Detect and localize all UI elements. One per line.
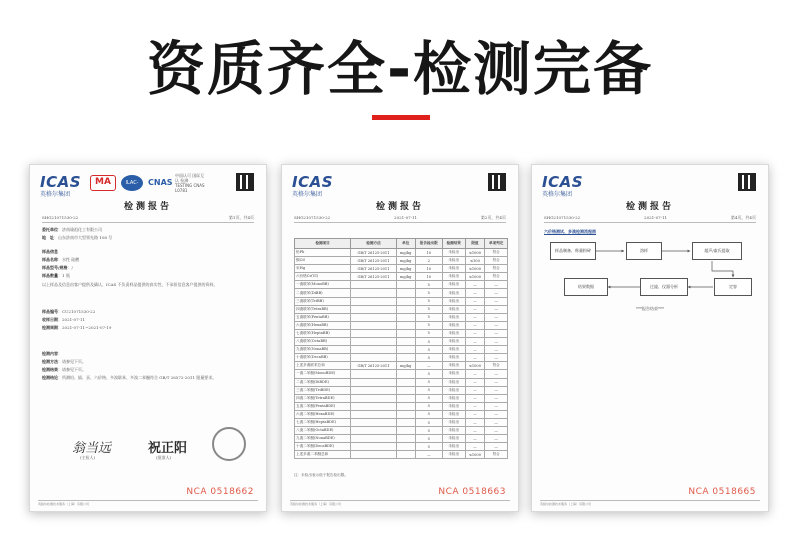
- table-row: [295, 354, 508, 362]
- table-row: [295, 402, 508, 410]
- table-cell: —: [465, 329, 485, 337]
- table-cell: —: [485, 410, 508, 418]
- table-cell: 未检出: [442, 289, 465, 297]
- table-cell: 三溴二苯醚(TriBDE): [295, 386, 351, 394]
- table-cell: 10: [415, 249, 442, 257]
- table-cell: [351, 321, 397, 329]
- table-cell: 未检出: [442, 354, 465, 362]
- table-cell: 四溴联苯(TetraBB): [295, 305, 351, 313]
- table-cell: —: [465, 370, 485, 378]
- table-cell: GB/T 26125-2011: [351, 257, 397, 265]
- footer-company: 英格尔检测技术服务（上海）有限公司: [540, 500, 760, 506]
- table-cell: 5: [415, 443, 442, 451]
- info-line: 收样日期：2021-07-11: [42, 317, 86, 322]
- divider: [42, 222, 254, 223]
- info-line: 检测结论：所测铅、镉、汞、六价铬、多溴联苯、多溴二苯醚符合 GB/T 26572-2011 限量要求。: [42, 375, 217, 380]
- table-row: [295, 435, 508, 443]
- table-cell: [396, 443, 415, 451]
- table-cell: ≤100: [465, 257, 485, 265]
- report-number: SHG21071530-22: [294, 215, 331, 220]
- table-cell: 5: [415, 305, 442, 313]
- table-cell: —: [485, 305, 508, 313]
- signature-inspector-caption: (主检人): [80, 455, 96, 460]
- footer-company: 英格尔检测技术服务（上海）有限公司: [290, 500, 510, 506]
- table-cell: 未检出: [442, 305, 465, 313]
- report-number: SHG21071530-22: [42, 215, 79, 220]
- table-cell: [351, 394, 397, 402]
- table-cell: 七溴二苯醚(HeptaBDE): [295, 418, 351, 426]
- table-cell: —: [485, 313, 508, 321]
- table-cell: 未检出: [442, 410, 465, 418]
- table-cell: —: [465, 435, 485, 443]
- table-cell: [396, 354, 415, 362]
- column-header: 检测方法: [351, 239, 397, 249]
- table-cell: 5: [415, 338, 442, 346]
- table-cell: —: [485, 289, 508, 297]
- document-title: 检测报告: [625, 202, 674, 212]
- info-line: 样品型号/规格：/: [42, 265, 73, 270]
- table-cell: 未检出: [442, 362, 465, 370]
- table-cell: 六溴二苯醚(HexaBDE): [295, 410, 351, 418]
- table-cell: 未检出: [442, 313, 465, 321]
- table-cell: 5: [415, 346, 442, 354]
- report-meta: [42, 215, 254, 221]
- table-row: [295, 313, 508, 321]
- table-cell: 上述多溴二苯醚总和: [295, 451, 351, 459]
- table-row: [295, 451, 508, 459]
- info-line: 检测内容：: [42, 351, 62, 356]
- official-seal: [212, 427, 246, 461]
- table-cell: 未检出: [442, 257, 465, 265]
- table-cell: 二溴二苯醚(DiBDE): [295, 378, 351, 386]
- table-cell: —: [465, 418, 485, 426]
- table-cell: 十溴二苯醚(DecaBDE): [295, 443, 351, 451]
- table-note: 注：未检出表示低于报告检出限。: [294, 473, 348, 477]
- table-cell: [396, 321, 415, 329]
- table-cell: 未检出: [442, 329, 465, 337]
- table-cell: —: [465, 297, 485, 305]
- table-row: [295, 321, 508, 329]
- table-cell: 五溴联苯(PentaBB): [295, 313, 351, 321]
- table-cell: ≤1000: [465, 451, 485, 459]
- table-cell: 5: [415, 435, 442, 443]
- info-line: 委托单位：济南瑜祖化工有限公司: [42, 227, 102, 232]
- table-cell: 三溴联苯(TriBB): [295, 297, 351, 305]
- table-cell: —: [465, 427, 485, 435]
- table-cell: —: [415, 362, 442, 370]
- table-cell: —: [485, 338, 508, 346]
- table-cell: —: [485, 321, 508, 329]
- logo-group-name: 英格尔集团: [292, 191, 323, 198]
- table-cell: 未检出: [442, 321, 465, 329]
- table-cell: 未检出: [442, 386, 465, 394]
- table-cell: 七溴联苯(HeptaBB): [295, 329, 351, 337]
- logo-text: ICAS: [542, 173, 584, 191]
- table-cell: —: [465, 378, 485, 386]
- report-date: 2021-07-11: [394, 215, 418, 220]
- cnas-mark-text: 中国认可 国际互认 检测 TESTING CNAS L0781: [175, 173, 205, 193]
- table-row: [295, 418, 508, 426]
- report-page-2: [281, 164, 519, 512]
- table-cell: —: [485, 329, 508, 337]
- info-line: 样品编号：CU21071530-22: [42, 309, 96, 314]
- flow-box-dissolve: 溶样: [626, 242, 662, 260]
- table-cell: —: [485, 297, 508, 305]
- table-cell: 未检出: [442, 346, 465, 354]
- table-cell: 符合: [485, 451, 508, 459]
- table-row: [295, 370, 508, 378]
- table-cell: [396, 451, 415, 459]
- table-cell: 符合: [485, 249, 508, 257]
- table-cell: 符合: [485, 273, 508, 281]
- table-cell: —: [485, 427, 508, 435]
- report-page-1: [29, 164, 267, 512]
- serial-number: NCA 0518665: [688, 487, 756, 497]
- table-cell: mg/kg: [396, 265, 415, 273]
- table-cell: —: [485, 435, 508, 443]
- signature-inspector: 翁当远: [72, 441, 112, 456]
- table-cell: 符合: [485, 257, 508, 265]
- table-cell: 5: [415, 418, 442, 426]
- table-cell: 一溴联苯(MonoBB): [295, 281, 351, 289]
- ma-mark: MA: [90, 175, 116, 191]
- table-cell: 未检出: [442, 378, 465, 386]
- column-header: 检测项目: [295, 239, 351, 249]
- table-row: [295, 281, 508, 289]
- table-cell: 一溴二苯醚(MonoBDE): [295, 370, 351, 378]
- table-row: [295, 249, 508, 257]
- cnas-mark: CNAS: [148, 178, 173, 187]
- table-cell: —: [415, 451, 442, 459]
- report-number: SHG21071530-22: [544, 215, 581, 220]
- table-cell: mg/kg: [396, 273, 415, 281]
- page-info: 第2页，共4页: [480, 215, 506, 220]
- table-cell: 10: [415, 273, 442, 281]
- table-cell: —: [465, 346, 485, 354]
- table-cell: 四溴二苯醚(TetraBDE): [295, 394, 351, 402]
- table-cell: 5: [415, 313, 442, 321]
- table-cell: [351, 427, 397, 435]
- table-cell: [351, 386, 397, 394]
- table-cell: [396, 418, 415, 426]
- document-title: 检测报告: [375, 202, 424, 212]
- table-cell: 未检出: [442, 281, 465, 289]
- logo-group-name: 英格尔集团: [40, 191, 71, 198]
- table-row: [295, 273, 508, 281]
- table-cell: 未检出: [442, 443, 465, 451]
- table-cell: ≤1000: [465, 273, 485, 281]
- table-cell: 5: [415, 289, 442, 297]
- table-cell: [351, 418, 397, 426]
- table-cell: 未检出: [442, 435, 465, 443]
- table-cell: 五溴二苯醚(PentaBDE): [295, 402, 351, 410]
- table-cell: [396, 378, 415, 386]
- table-cell: 九溴联苯(NonaBB): [295, 346, 351, 354]
- table-cell: [351, 410, 397, 418]
- table-cell: 未检出: [442, 370, 465, 378]
- table-cell: —: [485, 402, 508, 410]
- table-cell: 5: [415, 354, 442, 362]
- table-cell: 2: [415, 257, 442, 265]
- table-cell: mg/kg: [396, 362, 415, 370]
- table-row: [295, 386, 508, 394]
- table-cell: 八溴联苯(OctaBB): [295, 338, 351, 346]
- flow-box-results: 结果数据: [564, 278, 608, 296]
- table-cell: —: [485, 386, 508, 394]
- table-cell: [351, 443, 397, 451]
- table-cell: [351, 313, 397, 321]
- table-cell: 汞Hg: [295, 265, 351, 273]
- logo-text: ICAS: [40, 173, 82, 191]
- info-line: 地 址：山东济南市大型领先路 108 号: [42, 235, 113, 240]
- table-cell: —: [465, 289, 485, 297]
- info-line: 样品名称：水性 硅酸: [42, 257, 80, 262]
- icas-logo: [40, 173, 81, 198]
- table-row: [295, 427, 508, 435]
- table-cell: [396, 410, 415, 418]
- table-cell: 二溴联苯(DiBB): [295, 289, 351, 297]
- table-cell: —: [465, 338, 485, 346]
- table-row: [295, 378, 508, 386]
- table-cell: 未检出: [442, 338, 465, 346]
- table-cell: 符合: [485, 362, 508, 370]
- table-cell: 未检出: [442, 249, 465, 257]
- logo-group-name: 英格尔集团: [542, 191, 573, 198]
- table-row: [295, 265, 508, 273]
- serial-number: NCA 0518662: [186, 487, 254, 497]
- column-header: 单位: [396, 239, 415, 249]
- table-cell: 5: [415, 370, 442, 378]
- hero-underline: [372, 115, 430, 120]
- table-cell: [396, 329, 415, 337]
- table-cell: 5: [415, 410, 442, 418]
- table-cell: [351, 281, 397, 289]
- serial-number: NCA 0518663: [438, 487, 506, 497]
- report-end-marker: ***报告结束***: [636, 306, 664, 311]
- table-cell: —: [465, 402, 485, 410]
- column-header: 报告检出限: [415, 239, 442, 249]
- info-note: 以上样品及信息由客户提供及确认，ICAS 不负责样品提供的真实性，不承担信息客户提供的资料。: [42, 282, 218, 287]
- table-row: [295, 257, 508, 265]
- table-header-row: [295, 239, 508, 249]
- table-cell: [351, 346, 397, 354]
- results-table: [294, 238, 508, 459]
- info-line: 检测结果：请参见下页。: [42, 367, 86, 372]
- table-cell: 未检出: [442, 451, 465, 459]
- table-cell: —: [465, 281, 485, 289]
- table-cell: 10: [415, 265, 442, 273]
- info-line: 样品信息: [42, 249, 58, 254]
- page-info: 第1页，共4页: [228, 215, 254, 220]
- table-row: [295, 394, 508, 402]
- table-row: [295, 329, 508, 337]
- table-cell: 六溴联苯(HexaBB): [295, 321, 351, 329]
- table-cell: —: [465, 313, 485, 321]
- table-cell: [351, 338, 397, 346]
- table-row: [295, 338, 508, 346]
- table-cell: [396, 297, 415, 305]
- table-cell: 未检出: [442, 418, 465, 426]
- table-cell: —: [485, 281, 508, 289]
- table-cell: 六价铬Cr(VI): [295, 273, 351, 281]
- table-cell: [351, 289, 397, 297]
- table-cell: 未检出: [442, 297, 465, 305]
- table-cell: 5: [415, 394, 442, 402]
- table-cell: 5: [415, 427, 442, 435]
- table-cell: [396, 281, 415, 289]
- report-date: 2021-07-11: [644, 215, 668, 220]
- info-line: 检测方法：请参见下页。: [42, 359, 86, 364]
- table-cell: —: [485, 443, 508, 451]
- document-title: 检测报告: [123, 202, 172, 212]
- flow-box-extraction: 超声/索氏提取: [692, 242, 742, 260]
- page-info: 第4页，共4页: [730, 215, 756, 220]
- table-cell: [396, 313, 415, 321]
- flow-arrow: [712, 261, 733, 277]
- table-cell: [396, 402, 415, 410]
- flow-box-volume: 定容: [714, 278, 752, 296]
- table-cell: [351, 378, 397, 386]
- table-cell: ≤1000: [465, 265, 485, 273]
- table-row: [295, 289, 508, 297]
- info-line: 检测周期：2021-07-11~2021-07-19: [42, 325, 112, 330]
- table-cell: ≤1000: [465, 249, 485, 257]
- flow-box-filter-analysis: 过滤、仪器分析: [640, 278, 688, 296]
- table-cell: 符合: [485, 265, 508, 273]
- table-cell: —: [465, 410, 485, 418]
- table-cell: [351, 297, 397, 305]
- table-row: [295, 410, 508, 418]
- table-cell: ≤1000: [465, 362, 485, 370]
- table-cell: [396, 346, 415, 354]
- table-cell: 未检出: [442, 427, 465, 435]
- table-cell: —: [465, 321, 485, 329]
- table-row: [295, 305, 508, 313]
- table-cell: [351, 370, 397, 378]
- table-cell: [396, 289, 415, 297]
- info-line: 样品数量：1 瓶: [42, 273, 70, 278]
- flow-box-sample-prep: 样品制备、称量粉碎: [550, 242, 596, 260]
- table-cell: [396, 338, 415, 346]
- table-cell: 5: [415, 402, 442, 410]
- table-cell: 铅Pb: [295, 249, 351, 257]
- table-cell: [351, 305, 397, 313]
- table-cell: 镉Cd: [295, 257, 351, 265]
- table-cell: —: [465, 386, 485, 394]
- table-cell: 5: [415, 329, 442, 337]
- flowchart-title: 六价铬测试、多溴检测流程图: [544, 229, 596, 234]
- column-header: 限值: [465, 239, 485, 249]
- table-cell: mg/kg: [396, 257, 415, 265]
- table-cell: —: [465, 354, 485, 362]
- table-cell: 5: [415, 378, 442, 386]
- table-cell: mg/kg: [396, 249, 415, 257]
- table-cell: 上述多溴联苯总和: [295, 362, 351, 370]
- table-cell: —: [485, 346, 508, 354]
- table-cell: GB/T 26125-2011: [351, 249, 397, 257]
- table-cell: 5: [415, 281, 442, 289]
- ilac-mark: ILAC-MRA: [121, 175, 143, 191]
- table-cell: —: [485, 378, 508, 386]
- table-cell: [396, 427, 415, 435]
- table-cell: 5: [415, 297, 442, 305]
- table-cell: 未检出: [442, 394, 465, 402]
- qr-code-icon: [236, 173, 254, 191]
- logo-text: ICAS: [292, 173, 334, 191]
- table-cell: [351, 354, 397, 362]
- table-row: [295, 346, 508, 354]
- table-cell: GB/T 26125-2011: [351, 273, 397, 281]
- table-cell: 未检出: [442, 402, 465, 410]
- table-cell: [396, 394, 415, 402]
- table-cell: [351, 451, 397, 459]
- table-cell: —: [465, 443, 485, 451]
- qr-code-icon: [488, 173, 506, 191]
- table-cell: —: [485, 394, 508, 402]
- divider: [294, 222, 506, 223]
- table-cell: GB/T 26125-2011: [351, 265, 397, 273]
- table-cell: [351, 402, 397, 410]
- table-cell: —: [465, 305, 485, 313]
- table-row: [295, 362, 508, 370]
- table-row: [295, 297, 508, 305]
- table-row: [295, 443, 508, 451]
- signature-approver-caption: (批准人): [156, 455, 172, 460]
- table-cell: [351, 435, 397, 443]
- table-cell: —: [465, 394, 485, 402]
- table-cell: [396, 386, 415, 394]
- table-cell: [396, 370, 415, 378]
- table-cell: 十溴联苯(DecaBB): [295, 354, 351, 362]
- table-cell: [351, 329, 397, 337]
- table-cell: [396, 435, 415, 443]
- table-cell: 八溴二苯醚(OctaBDE): [295, 427, 351, 435]
- icas-logo: [292, 173, 333, 198]
- report-meta: [294, 215, 506, 221]
- accreditation-marks: [90, 173, 205, 202]
- report-page-3: [531, 164, 769, 512]
- table-cell: GB/T 26125-2011: [351, 362, 397, 370]
- table-cell: 5: [415, 321, 442, 329]
- signature-approver: 祝正阳: [148, 441, 188, 456]
- table-cell: —: [485, 418, 508, 426]
- table-cell: 未检出: [442, 273, 465, 281]
- table-cell: [396, 305, 415, 313]
- flowchart-connectors: [532, 165, 769, 365]
- footer-company: 英格尔检测技术服务（上海）有限公司: [38, 500, 258, 506]
- column-header: 单项判定: [485, 239, 508, 249]
- table-cell: —: [485, 370, 508, 378]
- hero-title: 资质齐全-检测完备: [146, 35, 654, 103]
- column-header: 检测结果: [442, 239, 465, 249]
- table-cell: —: [485, 354, 508, 362]
- table-cell: 九溴二苯醚(NonaBDE): [295, 435, 351, 443]
- table-cell: 未检出: [442, 265, 465, 273]
- table-cell: 5: [415, 386, 442, 394]
